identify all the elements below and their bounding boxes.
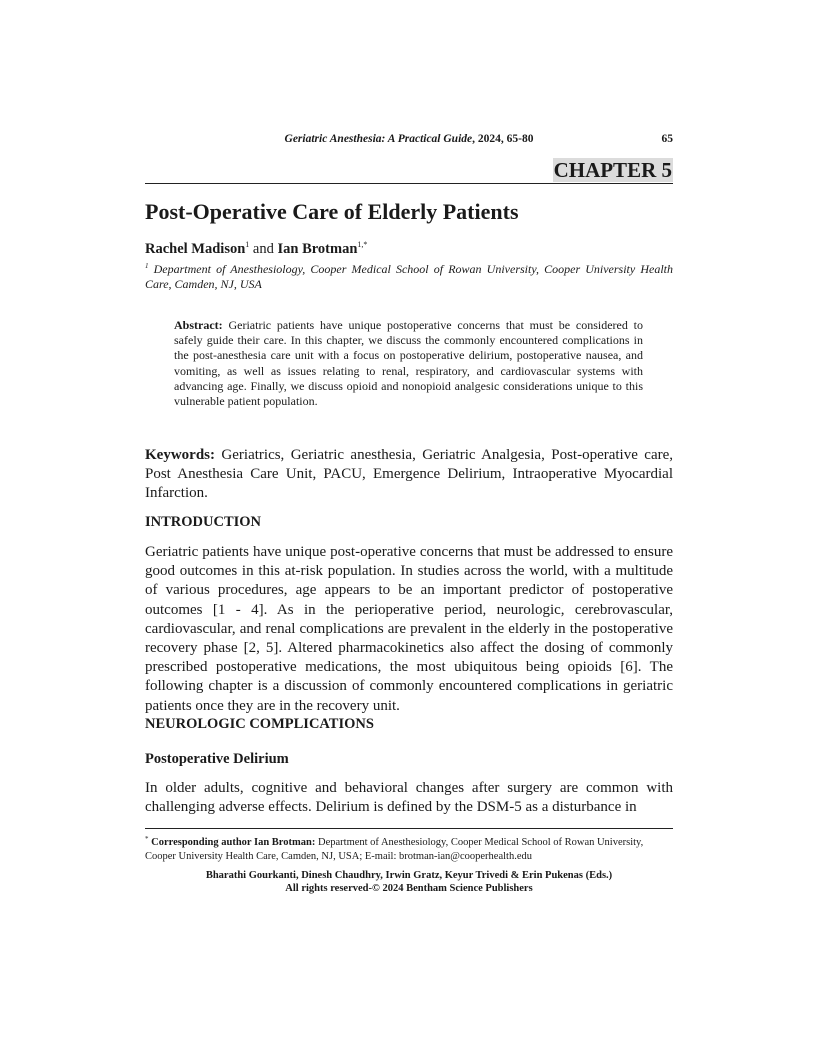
copyright-line: All rights reserved-© 2024 Bentham Science Publishers bbox=[285, 883, 533, 894]
delirium-subheading: Postoperative Delirium bbox=[145, 751, 289, 767]
editors-credit bbox=[145, 869, 673, 895]
neurologic-heading: NEUROLOGIC COMPLICATIONS bbox=[145, 716, 374, 732]
footnote-divider bbox=[145, 828, 673, 829]
affiliation-mark: 1 bbox=[145, 262, 149, 270]
affiliation-text: Department of Anesthesiology, Cooper Medical School of Rowan University, Cooper University Health Care, Camden, NJ, USA bbox=[145, 262, 673, 291]
journal-citation bbox=[145, 133, 673, 145]
footnote-label: Corresponding author Ian Brotman: bbox=[151, 837, 316, 848]
author-affiliation-mark: 1,* bbox=[357, 240, 368, 249]
author-name: Ian Brotman bbox=[277, 241, 358, 257]
journal-meta: , 2024, 65-80 bbox=[472, 133, 534, 145]
keywords bbox=[145, 446, 673, 503]
editors-line: Bharathi Gourkanti, Dinesh Chaudhry, Irwin Gratz, Keyur Trivedi & Erin Pukenas (Eds.) bbox=[205, 870, 613, 881]
footnote-mark: * bbox=[145, 835, 149, 843]
author-affiliation-mark: 1 bbox=[245, 240, 250, 249]
author-name: Rachel Madison bbox=[145, 241, 246, 257]
author-joiner: and bbox=[249, 241, 278, 257]
abstract-text: Geriatric patients have unique postoperative concerns that must be considered to safely guide their care. In this chapter, we discuss the commonly encountered complications in the post-anesthesia care unit with a focus on postoperative delirium, postoperative nausea, and vomiting, as well as issues relating to renal, respiratory, and cardiovascular systems with advancing age. Finally, we discuss opioid and nonopioid analgesic considerations unique to this vulnerable patient population. bbox=[174, 318, 644, 409]
page-number: 65 bbox=[661, 133, 673, 145]
journal-title: Geriatric Anesthesia: A Practical Guide bbox=[284, 133, 473, 145]
abstract bbox=[174, 318, 643, 409]
abstract-label: Abstract: bbox=[174, 318, 223, 332]
introduction-heading: INTRODUCTION bbox=[145, 514, 262, 530]
keywords-text: Geriatrics, Geriatric anesthesia, Geriatric Analgesia, Post-operative care, Post Anesthesia Care Unit, PACU, Emergence Delirium, Intraoperative Myocardial Infarction. bbox=[145, 447, 674, 501]
footnote bbox=[145, 833, 673, 863]
chapter-label: CHAPTER 5 bbox=[553, 158, 672, 182]
delirium-paragraph: In older adults, cognitive and behavioral changes after surgery are common with challenging adverse effects. Delirium is defined by the DSM-5 as a disturbance in bbox=[145, 780, 673, 816]
footnote-text: Department of Anesthesiology, Cooper Medical School of Rowan University, Cooper University Health Care, Camden, NJ, USA; E-mail: brotman-ian@cooperhealth.edu bbox=[145, 837, 644, 862]
introduction-paragraph: Geriatric patients have unique post-operative concerns that must be addressed to ensure good outcomes in this at-risk population. In studies across the world, with a multitude of various procedures, age appears to be an important predictor of postoperative outcomes [1 - 4]. As in the perioperative period, neurologic, cerebrovascular, cardiovascular, and renal complications are prevalent in the elderly in the postoperative recovery phase [2, 5]. Altered pharmacokinetics also affect the dosing of commonly prescribed postoperative medications, the most ubiquitous being opioids [6]. The following chapter is a discussion of commonly encountered complications in geriatric patients once they are in the recovery unit. bbox=[145, 544, 673, 714]
author-list bbox=[145, 236, 673, 258]
keywords-label: Keywords: bbox=[145, 447, 215, 463]
chapter-title: Post-Operative Care of Elderly Patients bbox=[145, 199, 519, 224]
affiliation bbox=[145, 259, 673, 292]
running-header bbox=[145, 133, 673, 149]
chapter-bar bbox=[145, 157, 673, 184]
